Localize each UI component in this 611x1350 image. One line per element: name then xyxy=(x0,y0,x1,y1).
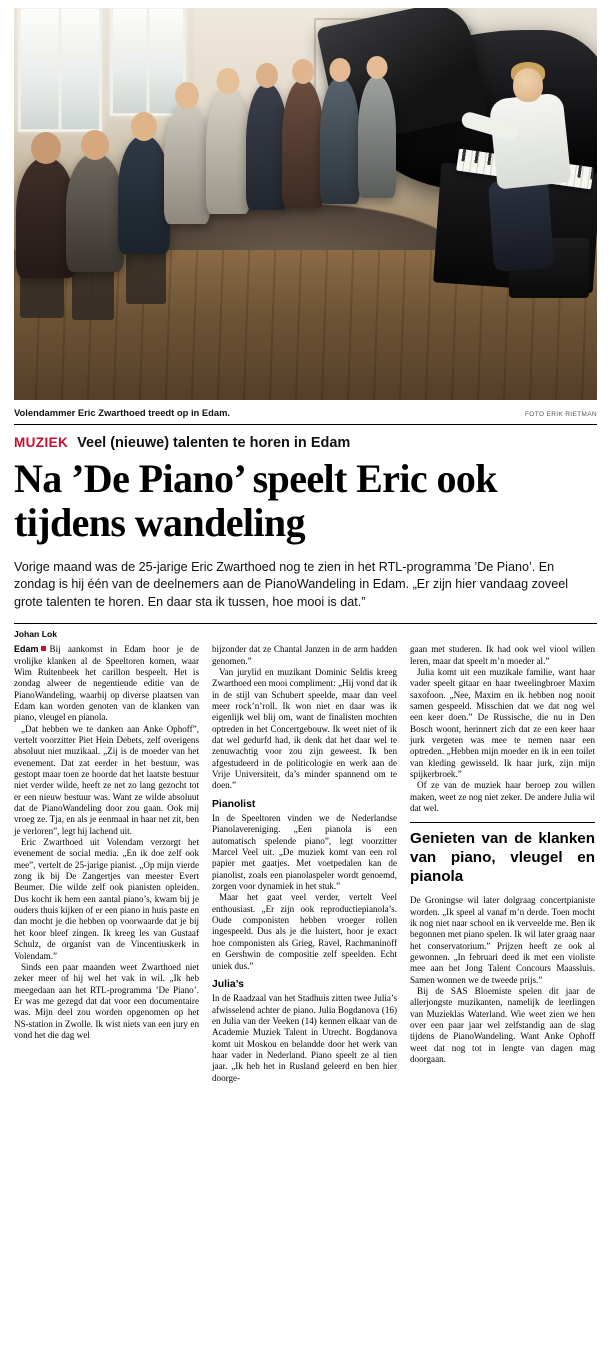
paragraph: In de Raadzaal van het Stadhuis zitten twee Julia’s afwisselend achter de piano. Julia Bogdanova (16) en Julia van der Veeken (14) kennen elkaar van de Academie Muziek Talent in Utrecht. Bogdanova komt uit Moskou en belandde door het werk van haar vader in Nederland. Piano speelt ze al tien jaar. „Ik heb het in Rusland geleerd en ben hier doorge- xyxy=(212,993,397,1083)
paragraph: De Groningse wil later dolgraag concertpianiste worden. „Ik speel al vanaf m’n derde. Toen mocht ik nog niet naar school en ik verveelde me. Ben ik begonnen met piano spelen. Ik wil later graag naar het conservatorium.” Prijzen heeft ze ook al gewonnen. „In februari deed ik met een violiste mee aan het Jong Talent Concours Maassluis. Samen wonnen we de tweede prijs.” xyxy=(410,895,595,985)
paragraph: gaan met studeren. Ik had ook wel viool willen leren, maar dat speelt m’n moeder al.” xyxy=(410,644,595,666)
paragraph: Van jurylid en muzikant Dominic Seldis kreeg Zwarthoed een mooi compliment: „Hij vond dat ik in de stijl van Schubert speelde, maar dan veel meer rock’n’roll. Ik won niet en daar was ik eigenlijk wel blij om, want de finalisten mochten optreden in het Concertgebouw. Ik weet niet of ik dat wel gedurfd had, ik denk dat het daar wel te zenuwachtig voor zou zijn geweest. Ik ben afgestudeerd in de politicologie en werk aan de Vrije Universiteit, da’s minder spannend om te doen.” xyxy=(212,666,397,791)
paragraph-text: Bij aankomst in Edam hoor je de vrolijke klanken al de Speeltoren komen, waar Wim Ruitenbeek het carillon bespeelt. Het is zondag alweer de negentiende editie van de PianoWandeling, waarbij op diverse plaatsen van Edam kan worden genoten van de klanken van piano, vleugel en pianola. xyxy=(14,644,199,723)
photo-credit: FOTO ERIK RIETMAN xyxy=(524,411,597,418)
paragraph: Bij de SAS Bloemiste spelen dit jaar de allerjongste muzikanten, namelijk de leerlingen van Muzieklas Waterland. Wie weet zien we hen over een paar jaar wel zelfstandig aan de slag tijdens de PianoWandeling. Want Anke Ophoff weet dat nog tot in lengte van dagen mag doorgaan. xyxy=(410,985,595,1064)
paragraph: bijzonder dat ze Chantal Janzen in de arm hadden genomen.” xyxy=(212,644,397,666)
byline: Johan Lok xyxy=(14,629,57,640)
window-center xyxy=(110,8,186,116)
kicker-row xyxy=(14,435,597,451)
audience-member xyxy=(164,104,210,224)
paragraph-lead xyxy=(14,644,199,723)
pianist-head xyxy=(513,68,543,102)
article-photo xyxy=(14,8,597,400)
column-1 xyxy=(14,644,199,1084)
article-columns xyxy=(14,644,597,1084)
paragraph: In de Speeltoren vinden we de Nederlandse Pianolavereniging. „Een pianola is een automatisch spelende piano”, legt voorzitter Marcel Veel uit. „De muziek komt van een rol papier met gaatjes. Met voetpedalen kan de pianolist, zoals een pianolaspeler wordt genoemd, zorgen voor dynamiek in het stuk.” xyxy=(212,813,397,892)
paragraph: „Dat hebben we te danken aan Anke Ophoff”, vertelt voorzitter Piet Hein Debets, zelf overigens absoluut niet muzikaal. „Zij is de moeder van het evenement. Dat zat eerder in het bestuur, was gestopt maar toen ze hoorde dat het laatste bestuur niet verder wilde, heeft ze net zo lang gezocht tot er een nieuw bestuur was. Want ze wilde absoluut dat de PianoWandeling door zou gaan. Ook mij vroeg ze. Tja, en als je eenmaal in haar net zit, ben je verloren”, legt hij lachend uit. xyxy=(14,723,199,836)
audience-member xyxy=(358,76,396,198)
photo-scene xyxy=(14,8,597,400)
subheading-pianolist: Pianolist xyxy=(212,798,256,810)
pianist-torso xyxy=(488,92,571,189)
audience-member xyxy=(66,154,124,272)
page-title: Na ’De Piano’ speelt Eric ook tijdens wandeling xyxy=(14,456,497,545)
paragraph: Julia komt uit een muzikale familie, want haar vader speelt gitaar en haar tweelingbroer Maxim saxofoon. „Nee, Maxim en ik hebben nog nooit samen gespeeld. Misschien dat we dat nog wel een keer doen.” De Russische, die nu in Den Bosch woont, herinnert zich dat ze een keer haar jurk vergeten was mee te nemen naar een optreden. „Hebben mijn moeder en ik in een toilet van kleding gewisseld. Ik haar jurk, zijn mijn spijkerbroek.” xyxy=(410,666,595,779)
pianist-legs xyxy=(488,178,554,272)
audience-member xyxy=(282,80,324,208)
window-left xyxy=(18,8,102,132)
paragraph: Maar het gaat veel verder, vertelt Veel enthousiast. „Er zijn ook reproductiepianola’s. Oude componisten hebben vroeger rollen ingespeeld. Dus als je die luistert, hoor je exact hoe componisten als Grieg, Ravel, Rachmaninoff en Gershwin de compositie zelf speelden. Echt uniek dus.” xyxy=(212,892,397,971)
article-intro: Vorige maand was de 25-jarige Eric Zwarthoed nog te zien in het RTL-programma ’De Piano’. En zondag is hij één van de deelnemers aan de PianoWandeling in Edam. „Er zijn hier vandaag zoveel grote talenten te horen. En daar sta ik tussen, hoe mooi is dat.” xyxy=(14,560,569,609)
paragraph: Of ze van de muziek haar beroep zou willen maken, weet ze nog niet zeker. De andere Julia wil dat wel. xyxy=(410,780,595,814)
audience-member xyxy=(206,90,250,214)
audience-member xyxy=(320,78,360,204)
paragraph: Sinds een paar maanden weet Zwarthoed niet zeker meer of hij wel het vak in wil. „Ik heb meegedaan aan het RTL-programma ’De Piano’. Er was me gezegd dat dat voor een documentaire was. Mijn deel zou worden opgenomen op het NS-station in Zwolle. Ik wist niets van een jury en vond het die dag wel xyxy=(14,961,199,1040)
paragraph: Eric Zwarthoed uit Volendam verzorgt het evenement de social media. „En ik doe zelf ook mee”, vertelt de 25-jarige pianist. „Op mijn vierde zong ik bij De Zangertjes van meester Evert Beumer. Die wilde zelf ook pianisten opleiden. Dus kocht ik hem een aantal piano’s, kwam bij je ouders thuis kijken of er een piano in huis paste en dan mocht je die hebben op voorwaarde dat je bij het koor bleef zingen. Ik kreeg les van Gustaaf Schulz, de organist van de Vincentiuskerk in Volendam.” xyxy=(14,837,199,961)
divider xyxy=(14,623,597,624)
section-label: MUZIEK xyxy=(14,435,69,450)
column-2 xyxy=(212,644,397,1084)
kicker-text: Veel (nieuwe) talenten te horen in Edam xyxy=(77,435,351,451)
dateline: Edam xyxy=(14,644,39,655)
photo-caption-row xyxy=(14,400,597,425)
red-square-icon xyxy=(41,646,46,651)
photo-caption: Volendammer Eric Zwarthoed treedt op in Edam. xyxy=(14,407,231,418)
subheading-julias: Julia’s xyxy=(212,978,244,990)
column-3 xyxy=(410,644,595,1084)
pull-quote: Genieten van de klanken van piano, vleugel en pianola xyxy=(410,822,595,886)
audience-member xyxy=(118,136,170,254)
